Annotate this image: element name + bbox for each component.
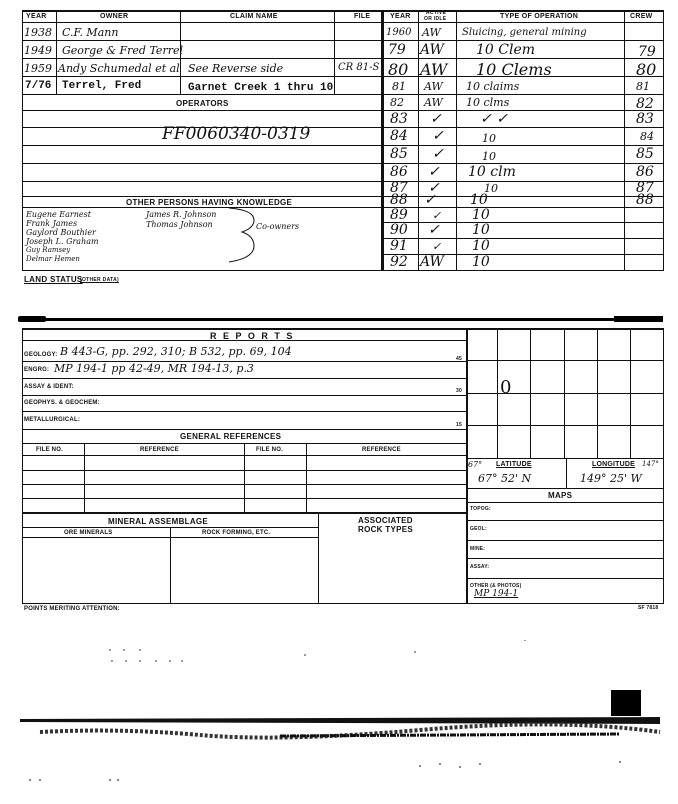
activity-crew: 84 <box>640 130 654 143</box>
header-year: YEAR <box>26 13 47 20</box>
owner-year: 1959 <box>24 62 52 75</box>
activity-type: 10 <box>482 150 496 163</box>
metallurgical-label: METALLURGICAL: <box>24 417 81 423</box>
activity-type: 10 <box>472 207 490 223</box>
mine-label: MINE: <box>470 546 486 552</box>
maps-label: MAPS <box>548 491 573 500</box>
scan-noise <box>0 640 678 800</box>
header-crew: CREW <box>630 13 653 20</box>
scan-artifact-blot <box>614 316 663 322</box>
header-claim-name: CLAIM NAME <box>230 13 278 20</box>
assay-ident-label: ASSAY & IDENT: <box>24 384 74 390</box>
activity-type: 10 <box>472 222 490 238</box>
coowners-note: Co-owners <box>256 222 300 231</box>
activity-crew: 80 <box>636 60 657 79</box>
activity-type: 10 Clem <box>476 42 536 58</box>
longitude-value: 149° 25' W <box>580 472 642 485</box>
mineral-assemblage-title: MINERAL ASSEMBLAGE <box>108 517 209 526</box>
activity-year: 91 <box>390 238 408 254</box>
header-or-idle: OR IDLE <box>424 16 447 22</box>
activity-year: 79 <box>388 42 406 58</box>
activity-crew: 81 <box>636 80 650 93</box>
ref-header-file-no: FILE NO. <box>36 447 63 453</box>
latitude-value: 67° 52' N <box>478 472 532 485</box>
activity-year: 81 <box>392 80 406 93</box>
points-meriting-attention: POINTS MERITING ATTENTION: <box>24 606 120 612</box>
other-persons-label: OTHER PERSONS HAVING KNOWLEDGE <box>126 198 293 207</box>
activity-year: 1960 <box>386 27 412 38</box>
activity-status: ✓ <box>424 192 436 208</box>
scan-artifact-blot <box>18 316 46 322</box>
claim-location-marker: 0 <box>500 377 512 398</box>
activity-year: 87 <box>390 180 408 196</box>
activity-status: ✓ <box>428 222 440 238</box>
activity-crew: 87 <box>636 180 654 196</box>
ref-header-file-no: FILE NO. <box>256 447 283 453</box>
activity-type: 10 Clems <box>476 60 552 79</box>
ore-minerals-header: ORE MINERALS <box>64 530 113 536</box>
operator-id: FF0060340-0319 <box>162 124 311 144</box>
activity-status: AW <box>420 42 444 58</box>
latitude-prefix: 67° <box>468 460 483 469</box>
activity-year: 80 <box>388 60 409 79</box>
activity-status: ✓ <box>430 111 442 127</box>
activity-crew: 82 <box>636 96 654 112</box>
person-name: Thomas Johnson <box>146 220 213 229</box>
geol-label: GEOL: <box>470 526 487 532</box>
header-owner: OWNER <box>100 13 129 20</box>
activity-status: AW <box>420 60 448 79</box>
file-number: CR 81-S <box>338 62 380 73</box>
owner-name: Terrel, Fred <box>62 80 142 92</box>
persons-left-list <box>26 210 99 264</box>
ref-header-reference: REFERENCE <box>362 447 401 453</box>
activity-status: AW <box>420 254 444 270</box>
longitude-label: LONGITUDE <box>592 461 636 468</box>
person-name: Eugene Earnest <box>26 210 91 219</box>
activity-status: AW <box>422 26 441 39</box>
reports-title: R E P O R T S <box>210 331 295 341</box>
activity-status: AW <box>424 96 443 109</box>
activity-crew: 85 <box>636 146 654 162</box>
ref-header-reference: REFERENCE <box>140 447 179 453</box>
persons-right-list <box>146 210 216 230</box>
operators-label: OPERATORS <box>176 99 229 108</box>
activity-year: 85 <box>390 146 408 162</box>
activity-crew: 79 <box>638 44 656 60</box>
topog-label: TOPOG: <box>470 506 491 512</box>
activity-year: 82 <box>390 96 404 109</box>
activity-crew: 83 <box>636 111 654 127</box>
activity-year: 88 <box>390 192 408 208</box>
header-active: ACTIVE <box>426 10 447 16</box>
margin-number: 45 <box>456 356 462 362</box>
latitude-label: LATITUDE <box>496 461 532 468</box>
person-name: Joseph L. Graham <box>26 237 99 246</box>
activity-type: 10 claims <box>466 80 520 93</box>
activity-year: 86 <box>390 164 408 180</box>
land-status-sub: (OTHER DATA) <box>80 277 119 283</box>
activity-status: ✓ <box>428 164 440 180</box>
brace-mark <box>224 206 264 264</box>
owner-year: 1949 <box>24 44 52 57</box>
activity-year: 92 <box>390 254 408 270</box>
geophys-label: GEOPHYS. & GEOCHEM: <box>24 400 100 406</box>
land-status-label: LAND STATUS <box>24 275 83 284</box>
claim-name: Garnet Creek 1 thru 10 <box>188 82 334 94</box>
activity-status: ✓ <box>432 146 444 162</box>
rock-types-label: ROCK TYPES <box>358 525 414 534</box>
form-number: SF 7818 <box>638 605 659 611</box>
activity-year: 84 <box>390 128 408 144</box>
activity-type: 10 clm <box>468 164 516 180</box>
activity-status: ✓ <box>428 180 440 196</box>
header-file: FILE <box>354 13 371 20</box>
margin-number: 15 <box>456 422 462 428</box>
activity-crew: 88 <box>636 192 654 208</box>
owner-year: 1938 <box>24 26 52 39</box>
activity-year: 83 <box>390 111 408 127</box>
claim-name: See Reverse side <box>188 62 284 75</box>
activity-type: 10 <box>472 254 490 270</box>
engrg-label: ENGRG: <box>24 367 50 373</box>
activity-type: 10 <box>472 238 490 254</box>
activity-type: Sluicing, general mining <box>462 27 587 38</box>
activity-year: 90 <box>390 222 408 238</box>
header-year-2: YEAR <box>390 13 411 20</box>
person-name: Gaylord Bouthier <box>26 228 96 237</box>
owner-name: Andy Schumedal et al <box>58 62 180 75</box>
other-photos-label: OTHER (& PHOTOS) <box>470 583 522 589</box>
scan-artifact-line <box>18 318 663 321</box>
longitude-prefix: 147° <box>642 460 659 468</box>
activity-status: ✓ <box>432 240 442 253</box>
person-name: Delmar Hemen <box>26 255 80 263</box>
margin-number: 30 <box>456 388 462 394</box>
header-type-of-operation: TYPE OF OPERATION <box>500 13 579 20</box>
activity-status: ✓ <box>432 209 442 222</box>
person-name: James R. Johnson <box>146 210 217 219</box>
associated-label: ASSOCIATED <box>358 516 413 525</box>
person-name: Guy Ramsey <box>26 246 71 254</box>
activity-status: ✓ <box>432 128 444 144</box>
general-references-title: GENERAL REFERENCES <box>180 432 282 441</box>
activity-status: AW <box>424 80 443 93</box>
activity-type: 10 <box>482 132 496 145</box>
rock-forming-header: ROCK FORMING, ETC. <box>202 530 271 536</box>
activity-type: 10 clms <box>466 96 510 109</box>
owner-year: 7/76 <box>25 80 52 92</box>
other-photos-value: MP 194-1 <box>474 589 519 599</box>
activity-crew: 86 <box>636 164 654 180</box>
activity-year: 89 <box>390 207 408 223</box>
person-name: Frank James <box>26 219 78 228</box>
activity-type: ✓ ✓ <box>480 111 508 127</box>
activity-type: 10 <box>470 192 488 208</box>
owner-name: C.F. Mann <box>62 26 119 39</box>
assay-label: ASSAY: <box>470 564 490 570</box>
activity-type: 10 <box>484 182 498 195</box>
geology-value: B 443-G, pp. 292, 310; B 532, pp. 69, 104 <box>60 345 292 358</box>
engrg-value: MP 194-1 pp 42-49, MR 194-13, p.3 <box>54 362 254 375</box>
geology-label: GEOLOGY: <box>24 352 58 358</box>
owner-name: George & Fred Terrel <box>62 44 183 57</box>
